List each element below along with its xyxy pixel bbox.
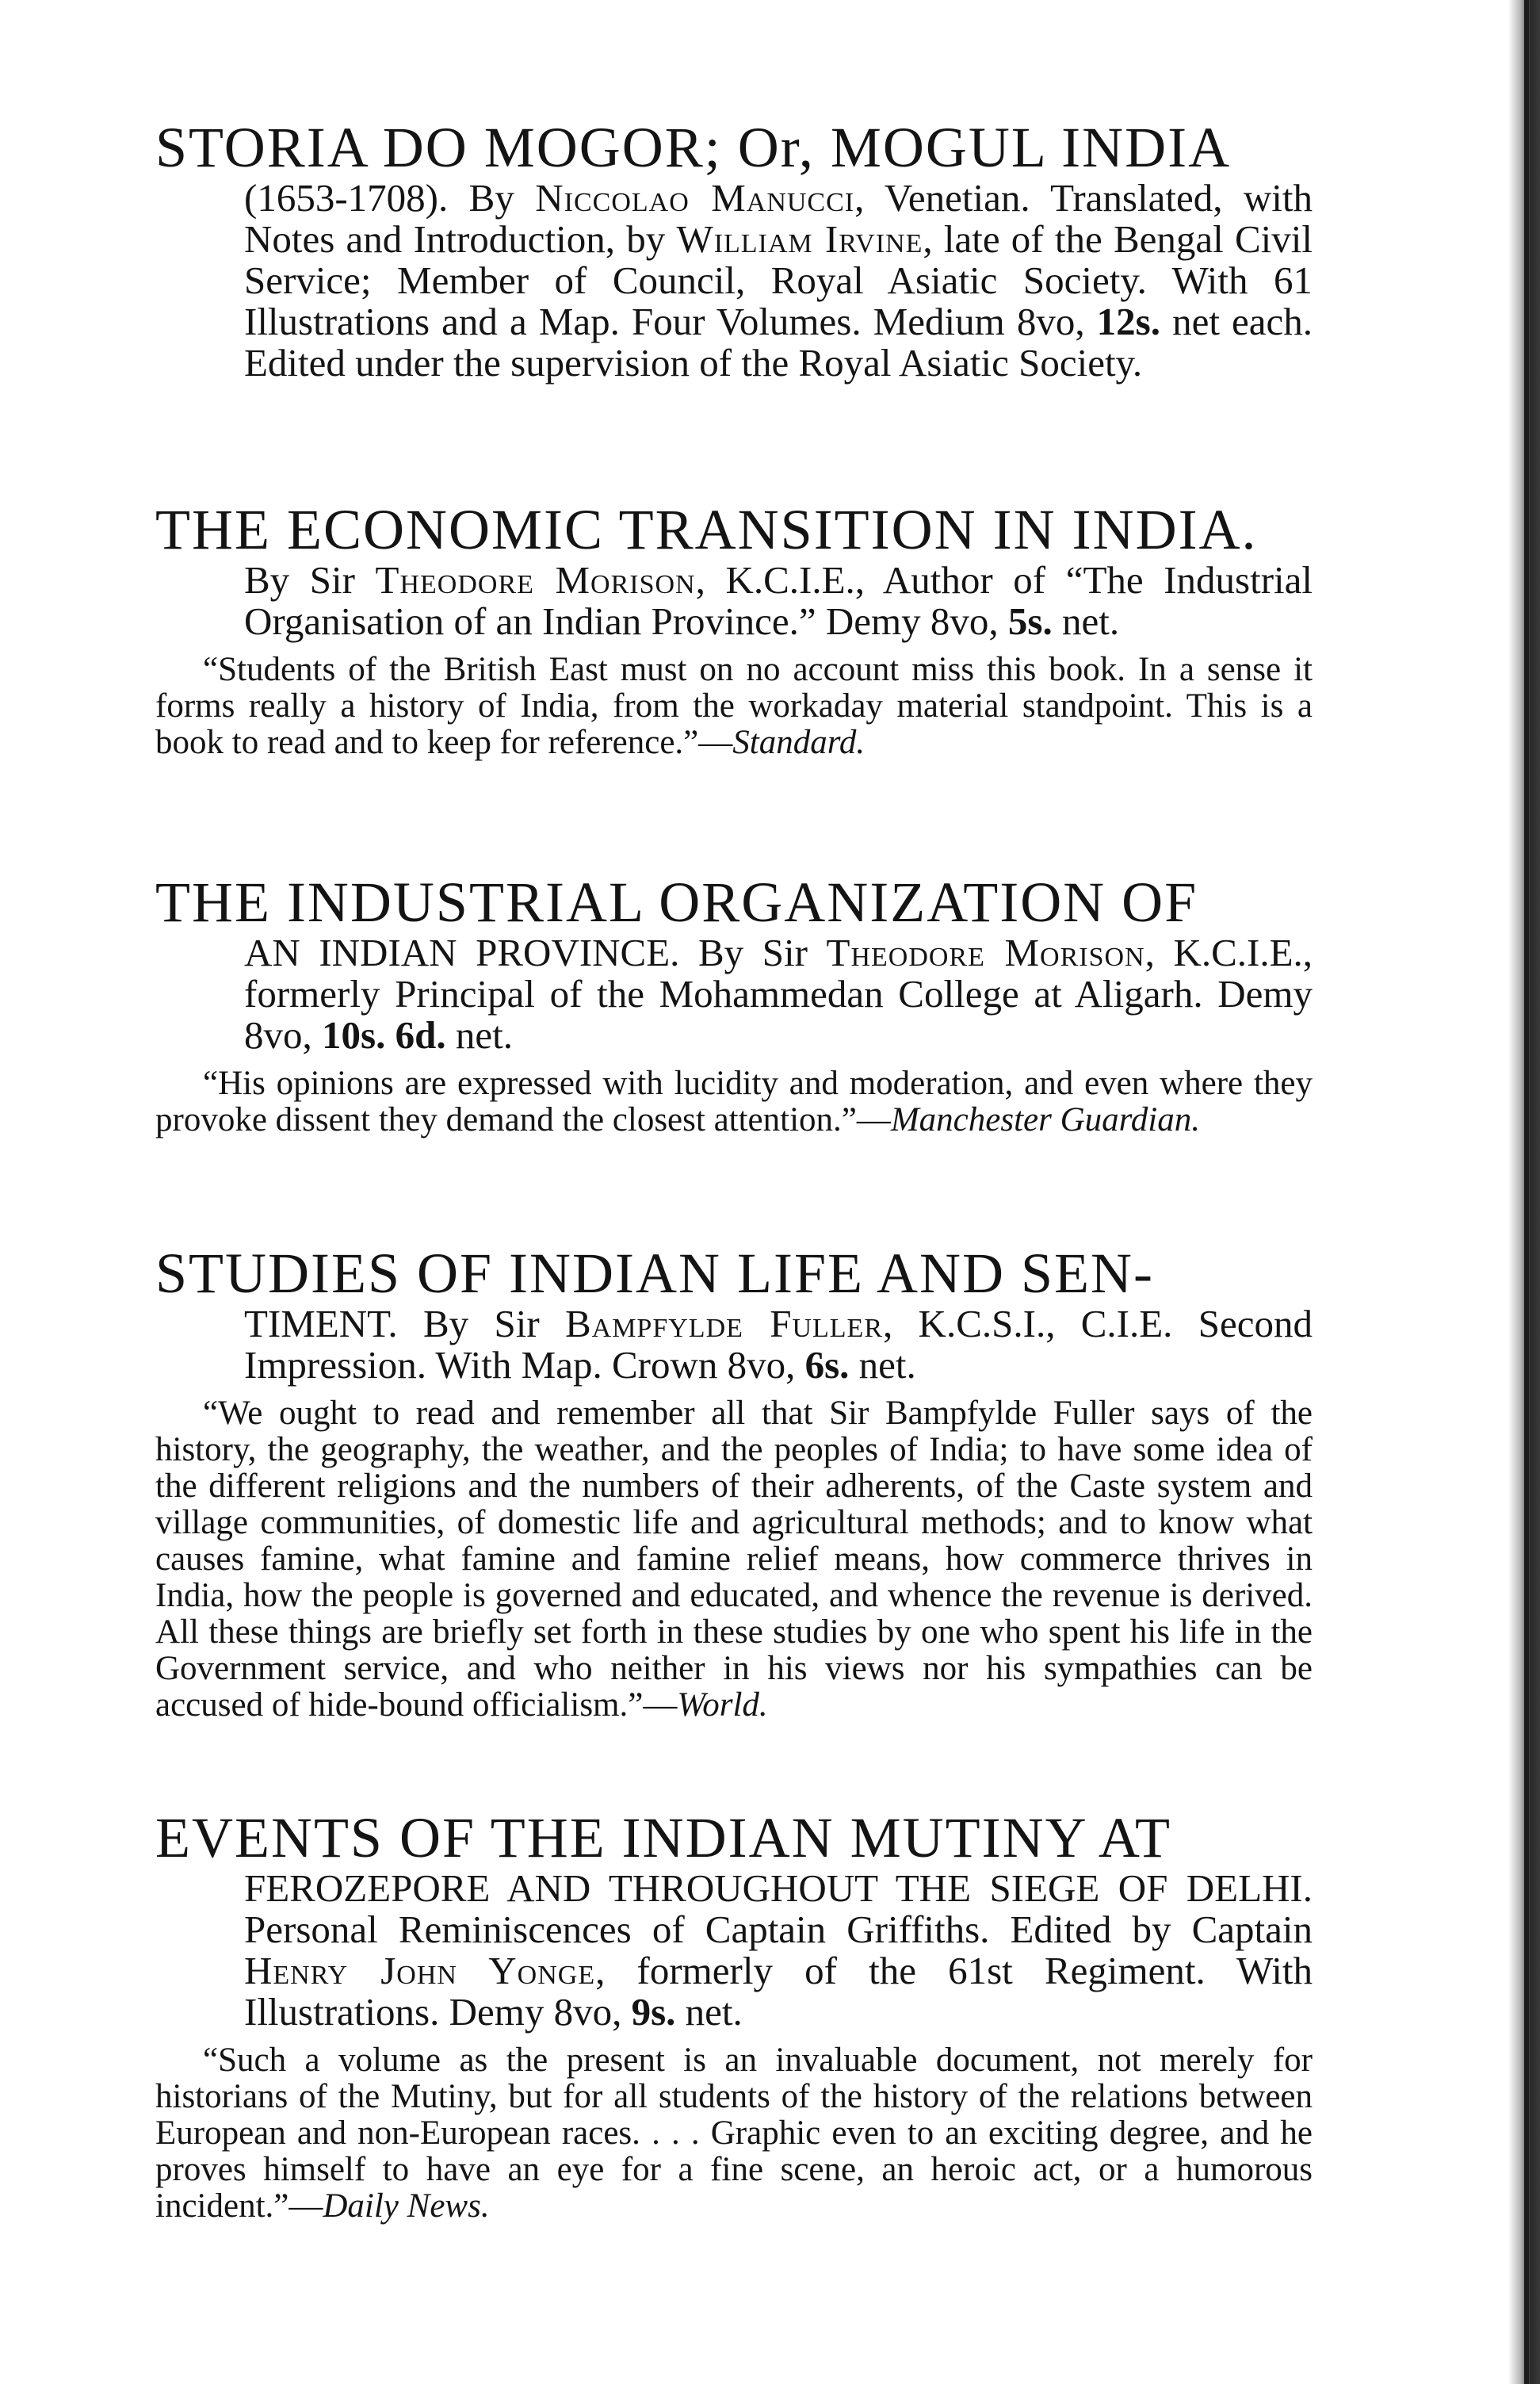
quote-text: “Such a volume as the present is an invaluable document, not merely for historians of the Mutiny, but for all students of the history of the relations between European and non-European races. . . . Graphic even to an exciting degree, and he proves himself to have an eye for a fine scene, an heroic act, or a humorous incident.”—: [155, 2042, 1313, 2225]
entry-heading: STUDIES OF INDIAN LIFE AND SEN-: [155, 1242, 1154, 1305]
entry-heading: EVENTS OF THE INDIAN MUTINY AT: [155, 1806, 1171, 1869]
price: 10s. 6d.: [322, 1013, 446, 1057]
quote-text: “Students of the British East must on no account miss this book. In a sense it forms really a history of India, from the workaday material standpoint. This is a book to read and to keep for reference.”—: [155, 651, 1313, 761]
desc-text: net.: [1052, 599, 1120, 643]
entry-description: [244, 560, 1313, 642]
author-name: Theodore Morison: [826, 931, 1145, 974]
entry-heading: STORIA DO MOGOR; Or, MOGUL INDIA: [155, 116, 1232, 179]
quote-text: “His opinions are expressed with lucidity and moderation, and even where they provoke dissent they demand the closest attention.”—: [155, 1065, 1313, 1138]
entry-heading: THE INDUSTRIAL ORGANIZATION OF: [155, 871, 1198, 934]
review-quote: [155, 1066, 1313, 1138]
quote-source: Daily News.: [323, 2187, 490, 2225]
desc-text: , late of the Bengal Civil Service; Member of Council, Royal Asiatic Society. With 61 Illustrations and a Map. Four Volumes. Medium 8vo,: [244, 217, 1313, 343]
editor-name: William Irvine: [676, 217, 923, 261]
entry-industrial-organization: [155, 872, 1313, 1138]
author-name: Niccolao Manucci: [535, 176, 855, 220]
desc-text: AN INDIAN PROVINCE. By Sir: [244, 931, 827, 974]
review-quote: [155, 1395, 1313, 1724]
desc-text: net.: [849, 1343, 916, 1387]
review-quote: [155, 2042, 1313, 2225]
author-name: Henry John Yonge: [244, 1949, 596, 1992]
entry-studies-indian-life: [155, 1243, 1313, 1724]
desc-text: , formerly of the 61st Regiment. With Illustrations. Demy 8vo,: [244, 1949, 1313, 2034]
entry-description: [244, 1303, 1313, 1386]
desc-text: TIMENT. By Sir: [244, 1302, 565, 1345]
author-name: Theodore Morison: [375, 558, 696, 602]
quote-source: Standard.: [732, 724, 866, 761]
desc-text: FEROZEPORE AND THROUGHOUT THE SIEGE OF DELHI. Personal Reminiscences of Captain Griffiths. Edited by Captain: [244, 1866, 1313, 1951]
price: 6s.: [804, 1343, 850, 1387]
desc-text: net.: [675, 1990, 743, 2034]
price: 9s.: [631, 1990, 676, 2034]
entry-heading: THE ECONOMIC TRANSITION IN INDIA.: [155, 498, 1258, 561]
scan-edge-line: [1524, 0, 1529, 2384]
entry-description: [244, 1868, 1313, 2033]
desc-text: , K.C.I.E., formerly Principal of the Mohammedan College at Aligarh. Demy 8vo,: [244, 931, 1313, 1057]
quote-text: “We ought to read and remember all that Sir Bampfylde Fuller says of the history, the geography, the weather, and the peoples of India; to have some idea of the different religions and the numbers of their adherents, of the Caste system and village communities, of domestic life and agricultural methods; and to know what causes famine, what famine and famine relief means, how commerce thrives in India, how the people is governed and educated, and whence the revenue is derived. All these things are briefly set forth in these studies by one who spent his life in the Government service, and who neither in his views nor his sympathies can be accused of hide-bound officialism.”—: [155, 1395, 1313, 1724]
price: 5s.: [1007, 599, 1053, 643]
desc-text: , K.C.I.E., Author of “The Industrial Organisation of an Indian Province.” Demy 8vo,: [244, 558, 1313, 643]
review-quote: [155, 652, 1313, 761]
entry-storia-do-mogor: [155, 117, 1313, 384]
desc-text: net each. Edited under the supervision of the Royal Asiatic Society.: [244, 300, 1313, 385]
quote-source: Manchester Guardian.: [890, 1101, 1200, 1138]
entry-events-indian-mutiny: [155, 1808, 1313, 2225]
desc-text: , K.C.S.I., C.I.E. Second Impression. With Map. Crown 8vo,: [244, 1302, 1313, 1387]
price: 12s.: [1096, 300, 1160, 343]
author-name: Bampfylde Fuller: [564, 1302, 883, 1345]
entry-economic-transition: [155, 499, 1313, 761]
quote-source: World.: [677, 1686, 768, 1724]
entry-description: [244, 932, 1313, 1056]
entry-description: [244, 178, 1313, 384]
desc-text: By Sir: [244, 558, 376, 602]
desc-text: (1653-1708). By: [244, 176, 536, 220]
desc-text: net.: [445, 1013, 513, 1057]
desc-text: , Venetian. Translated, with Notes and Introduction, by: [244, 176, 1313, 261]
